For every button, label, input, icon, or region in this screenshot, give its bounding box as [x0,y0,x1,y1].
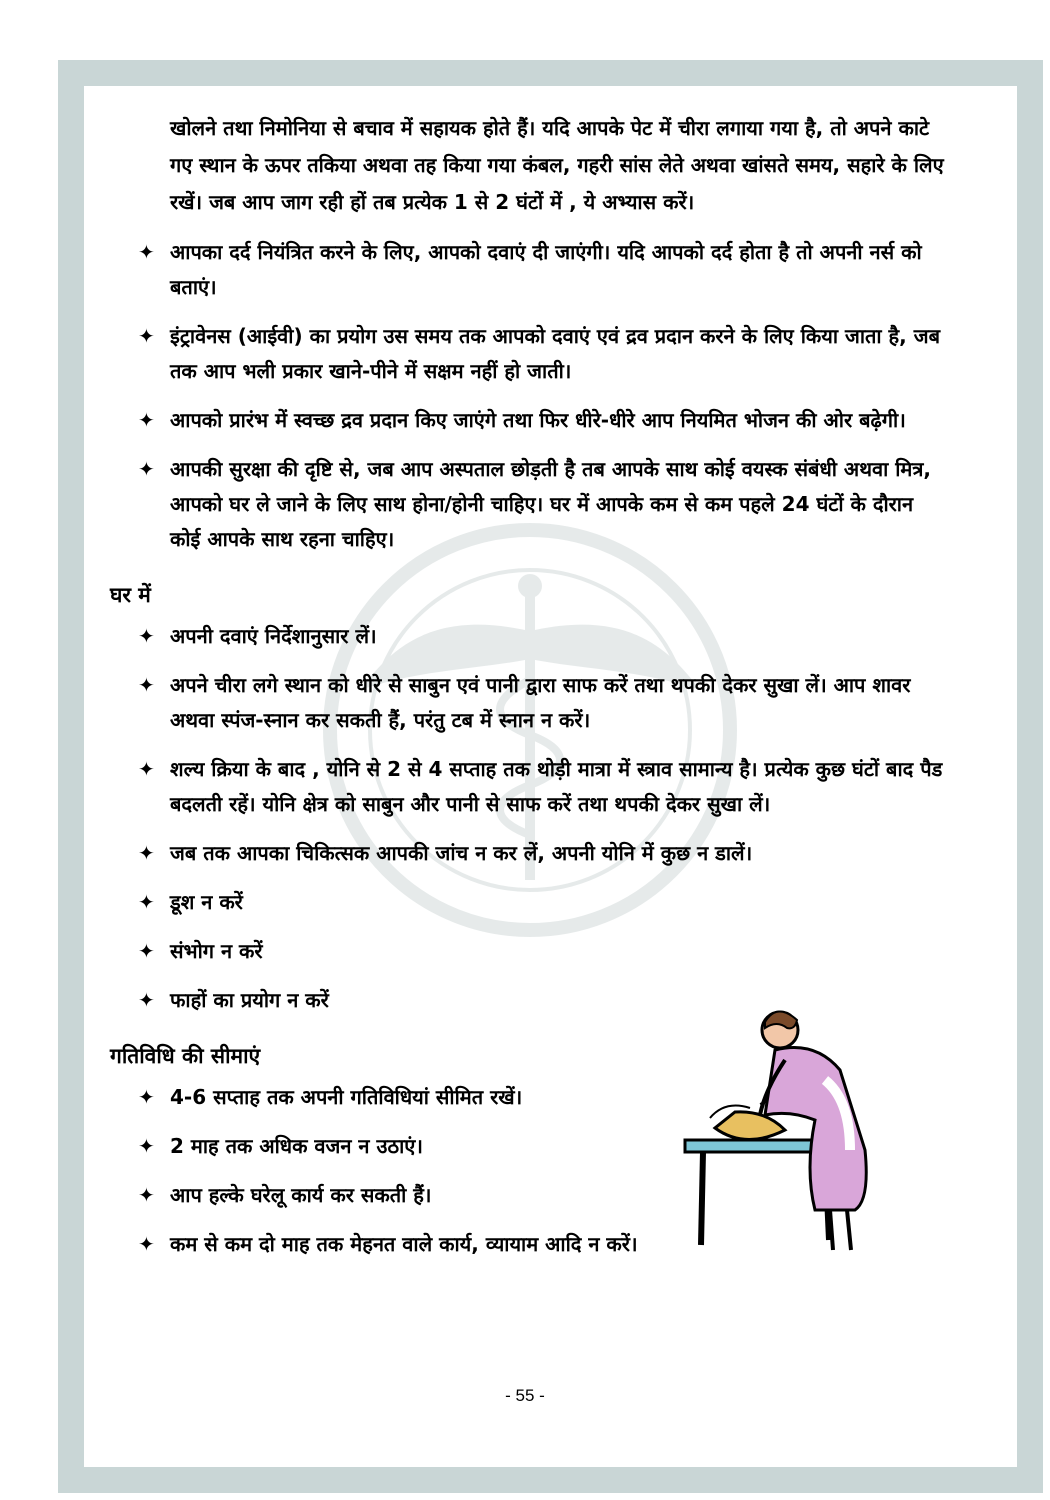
list-item: ✦ फाहों का प्रयोग न करें [110,983,945,1018]
bullet-star-icon: ✦ [138,757,155,781]
bullet-star-icon: ✦ [138,240,155,264]
bullet-star-icon: ✦ [138,1085,155,1109]
bullet-star-icon: ✦ [138,457,155,481]
list-item: ✦ कम से कम दो माह तक मेहनत वाले कार्य, व्यायाम आदि न करें। [110,1227,945,1262]
heading-at-home: घर में [110,583,151,607]
recovery-list [110,235,945,557]
list-item: ✦ अपने चीरा लगे स्थान को धीरे से साबुन एवं पानी द्वारा साफ करें तथा थपकी देकर सुखा लें। आप शावर अथवा स्पंज-स्नान कर सकती हैं, परंतु टब में स्नान न करें। [110,668,945,738]
bullet-star-icon: ✦ [138,408,155,432]
bullet-star-icon: ✦ [138,841,155,865]
bullet-star-icon: ✦ [138,939,155,963]
list-item: ✦ जब तक आपका चिकित्सक आपकी जांच न कर लें, अपनी योनि में कुछ न डालें। [110,836,945,871]
list-item: ✦ आपकी सुरक्षा की दृष्टि से, जब आप अस्पताल छोड़ती है तब आपके साथ कोई वयस्क संबंधी अथवा मित्र, आपको घर ले जाने के लिए साथ होना/होनी चाहिए। घर में आपके कम से कम पहले 24 घंटों के दौरान कोई आपके साथ रहना चाहिए। [110,452,945,557]
intro-paragraph: खोलने तथा निमोनिया से बचाव में सहायक होते हैं। यदि आपके पेट में चीरा लगाया गया है, तो अपने काटे गए स्थान के ऊपर तकिया अथवा तह किया गया कंबल, गहरी सांस लेते अथवा खांसते समय, सहारे के लिए रखें। जब आप जाग रही हों तब प्रत्येक 1 से 2 घंटों में , ये अभ्यास करें। [170,116,944,214]
heading-activity-limits: गतिविधि की सीमाएं [110,1044,261,1068]
bullet-star-icon: ✦ [138,324,155,348]
list-item: ✦ 2 माह तक अधिक वजन न उठाएं। [110,1129,945,1164]
list-item: ✦ 4-6 सप्ताह तक अपनी गतिविधियां सीमित रखें। [110,1080,945,1115]
home-care-list [110,619,945,1018]
bullet-star-icon: ✦ [138,673,155,697]
bullet-star-icon: ✦ [138,988,155,1012]
list-item: ✦ आपको प्रारंभ में स्वच्छ द्रव प्रदान किए जाएंगे तथा फिर धीरे-धीरे आप नियमित भोजन की ओर बढ़ेगी। [110,403,945,438]
list-item: ✦ आप हल्के घरेलू कार्य कर सकती हैं। [110,1178,945,1213]
list-item: ✦ संभोग न करें [110,934,945,969]
list-item: ✦ शल्य क्रिया के बाद , योनि से 2 से 4 सप्ताह तक थोड़ी मात्रा में स्त्राव सामान्य है। प्रत्येक कुछ घंटों बाद पैड बदलती रहें। योनि क्षेत्र को साबुन और पानी से साफ करें तथा थपकी देकर सुखा लें। [110,752,945,822]
list-item: ✦ इंट्रावेनस (आईवी) का प्रयोग उस समय तक आपको दवाएं एवं द्रव प्रदान करने के लिए किया जाता है, जब तक आप भली प्रकार खाने-पीने में सक्षम नहीं हो जाती। [110,319,945,389]
list-item: ✦ आपका दर्द नियंत्रित करने के लिए, आपको दवाएं दी जाएंगी। यदि आपको दर्द होता है तो अपनी नर्स को बताएं। [110,235,945,305]
woman-cleaning-illustration-icon [665,1000,925,1260]
bullet-star-icon: ✦ [138,1232,155,1256]
list-item: ✦ अपनी दवाएं निर्देशानुसार लें। [110,619,945,654]
bullet-star-icon: ✦ [138,890,155,914]
bullet-star-icon: ✦ [138,624,155,648]
bullet-star-icon: ✦ [138,1134,155,1158]
bullet-star-icon: ✦ [138,1183,155,1207]
page-number: - 55 - [505,1386,545,1405]
list-item: ✦ डूश न करें [110,885,945,920]
